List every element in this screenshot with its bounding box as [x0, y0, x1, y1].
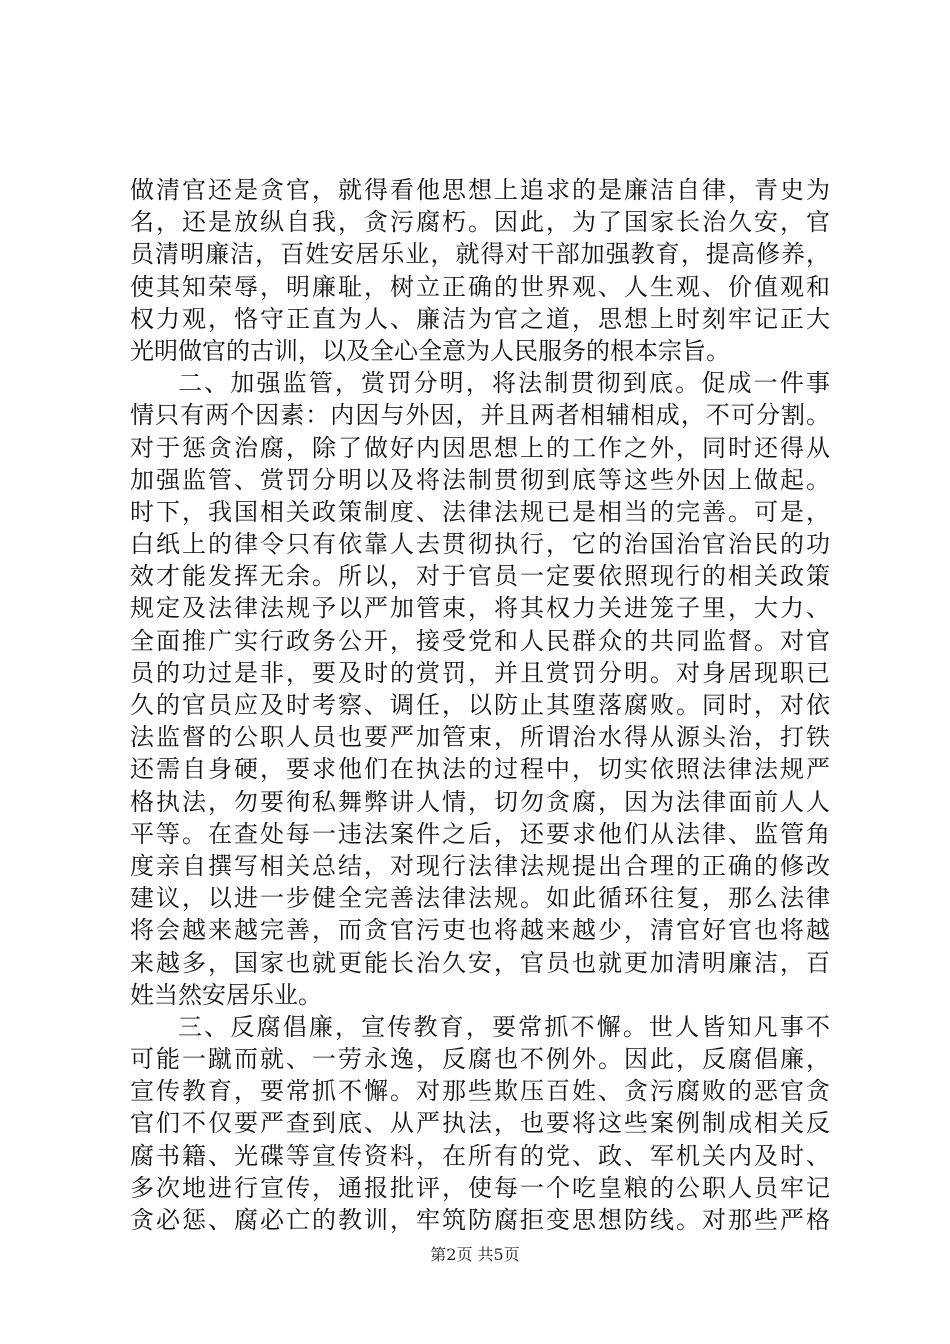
body-text [130, 174, 830, 1236]
text-line: 情只有两个因素：内因与外因，并且两者相辅相成，不可分割。 [130, 401, 830, 430]
page-number-footer: 第2页 共5页 [430, 1245, 520, 1264]
text-line: 使其知荣辱，明廉耻，树立正确的世界观、人生观、价值观和 [130, 272, 830, 301]
text-line: 效才能发挥无余。所以，对于官员一定要依照现行的相关政策 [130, 562, 830, 591]
text-line: 光明做官的古训，以及全心全意为人民服务的根本宗旨。 [130, 336, 730, 365]
text-line: 时下，我国相关政策制度、法律法规已是相当的完善。可是， [130, 497, 830, 526]
text-line: 宣传教育，要常抓不懈。对那些欺压百姓、贪污腐败的恶官贪 [130, 1077, 830, 1106]
text-line: 员清明廉洁，百姓安居乐业，就得对干部加强教育，提高修养， [130, 240, 830, 269]
text-line: 来越多，国家也就更能长治久安，官员也就更加清明廉洁，百 [130, 948, 830, 977]
text-line: 姓当然安居乐业。 [130, 980, 322, 1009]
text-line: 员的功过是非，要及时的赏罚，并且赏罚分明。对身居现职已 [130, 658, 830, 687]
text-line: 对于惩贪治腐，除了做好内因思想上的工作之外，同时还得从 [130, 433, 830, 462]
text-line: 权力观，恪守正直为人、廉洁为官之道，思想上时刻牢记正大 [130, 304, 830, 333]
text-line: 格执法，勿要徇私舞弊讲人情，切勿贪腐，因为法律面前人人 [130, 787, 830, 816]
text-line: 多次地进行宣传，通报批评，使每一个吃皇粮的公职人员牢记 [130, 1173, 830, 1202]
text-line: 建议，以进一步健全完善法律法规。如此循环往复，那么法律 [130, 884, 830, 913]
text-line: 将会越来越完善，而贪官污吏也将越来越少，清官好官也将越 [130, 916, 830, 945]
text-line: 名，还是放纵自我，贪污腐朽。因此，为了国家长治久安，官 [130, 208, 830, 237]
text-line: 久的官员应及时考察、调任，以防止其堕落腐败。同时，对依 [130, 691, 830, 719]
text-line: 全面推广实行政务公开，接受党和人民群众的共同监督。对官 [130, 626, 830, 655]
text-line: 法监督的公职人员也要严加管束，所谓治水得从源头治，打铁 [130, 723, 830, 752]
text-line: 官们不仅要严查到底、从严执法，也要将这些案例制成相关反 [130, 1109, 830, 1138]
text-line: 可能一蹴而就、一劳永逸，反腐也不例外。因此，反腐倡廉， [130, 1045, 830, 1074]
text-line: 贪必惩、腐必亡的教训，牢筑防腐拒变思想防线。对那些严格 [130, 1206, 830, 1234]
text-line: 腐书籍、光碟等宣传资料，在所有的党、政、军机关内及时、 [130, 1141, 830, 1170]
text-line: 度亲自撰写相关总结，对现行法律法规提出合理的正确的修改 [130, 851, 830, 880]
text-line: 规定及法律法规予以严加管束，将其权力关进笼子里，大力、 [130, 594, 830, 623]
section-heading-line: 三、反腐倡廉，宣传教育，要常抓不懈。世人皆知凡事不 [178, 1012, 830, 1041]
text-line: 做清官还是贪官，就得看他思想上追求的是廉洁自律，青史为 [130, 176, 830, 204]
text-line: 平等。在查处每一违法案件之后，还要求他们从法律、监管角 [130, 819, 830, 848]
section-heading-line: 二、加强监管，赏罚分明，将法制贯彻到底。促成一件事 [178, 369, 830, 398]
text-line: 还需自身硬，要求他们在执法的过程中，切实依照法律法规严 [130, 755, 830, 784]
text-line: 白纸上的律令只有依靠人去贯彻执行，它的治国治官治民的功 [130, 530, 830, 559]
text-line: 加强监管、赏罚分明以及将法制贯彻到底等这些外因上做起。 [130, 465, 830, 494]
